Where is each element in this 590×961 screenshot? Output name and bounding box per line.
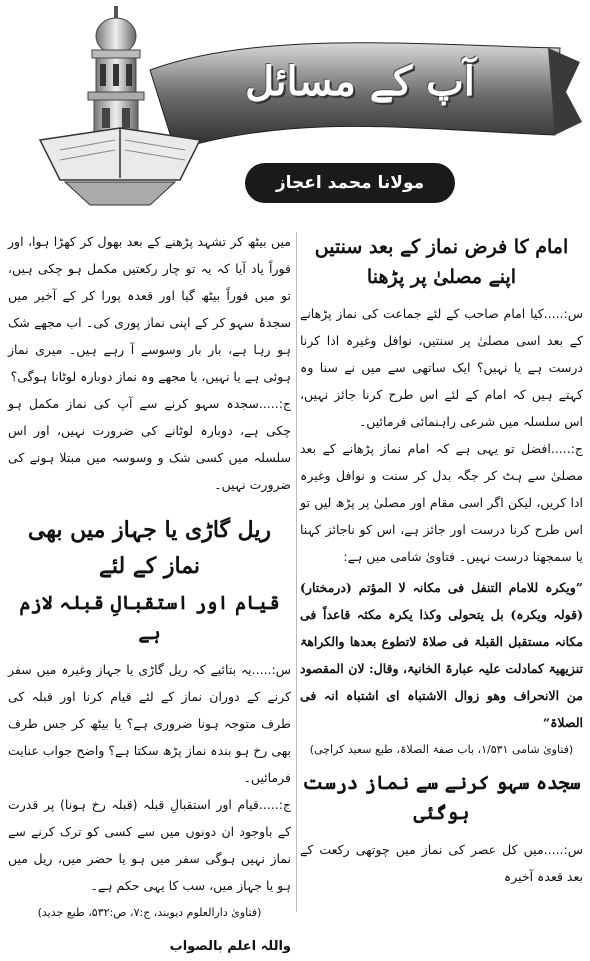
answer-3: ج:.....قیام اور استقبالِ قبلہ (قبلہ رخ ہونا) پر قدرت کے باوجود ان دونوں میں سے کسی کو ترک کرنے سے نماز نہیں ہوگی سفر میں ہو یا حضر میں، ریل میں ہو یا جہاز میں، سب کا یہی حکم ہے۔ (8, 797, 291, 893)
heading-train-line-2: قیام اور استقبالِ قبلہ لازم ہے (19, 592, 280, 644)
reference-shami: (فتاویٰ شامی ۱/۵۳۱، باب صفۃ الصلاۃ، طبع سعید کراچی) (309, 743, 574, 756)
closing-remark: واللہ اعلم بالصواب (169, 939, 291, 954)
question-2-continued: میں بیٹھ کر تشہد پڑھنے کے بعد بھول کر کھڑا ہوا، اور فوراً یاد آیا کہ یہ تو چار رکعتیں مکمل ہو چکی ہیں، تو میں فوراً بیٹھ گیا اور قعدہ پورا کر کے آخیر میں سجدۂ سہو کر کے اپنی نماز پوری کی۔ اب مجھے شک ہو رہا ہے، بار بار وسوسے آ رہے ہیں۔ میری نماز ہوئی ہے یا نہیں، یا مجھے وہ نماز دوبارہ لوٹانا ہوگی؟ (8, 234, 291, 384)
reference-deoband: (فتاویٰ دارالعلوم دیوبند، ج:۷، ص:۵۳۲، طبع جدید) (37, 906, 262, 919)
question-3: س:.....یہ بتائیے کہ ریل گاڑی یا جہاز وغیرہ میں سفر کرنے کے دوران نماز کے لئے قیام کرنا اور قبلہ کی طرف متوجہ ہونا ضروری ہے؟ یا بیٹھ کر جس طرف بھی رخ ہو بندہ نماز پڑھ سکتا ہے؟ واضح جواب عنایت فرمائیں۔ (8, 662, 291, 785)
header-banner (0, 0, 590, 233)
right-column (300, 228, 583, 890)
answer-1: ج:.....افضل تو یہی ہے کہ امام نماز پڑھانے کے بعد مصلیٰ سے ہٹ کر جگہ بدل کر سنت و نوافل وغیرہ ادا کریں، لیکن اگر اسی مقام اور مصلیٰ پر پڑھ لیں تو اس طرح کرنا درست اور جائز ہے، اس کو ناجائز کہنا یا سمجھنا درست نہیں۔ فتاویٰ شامی میں ہے: (300, 441, 583, 564)
answer-2: ج:.....سجدہ سہو کرنے سے آپ کی نماز مکمل ہو چکی ہے، دوبارہ لوٹانے کی ضرورت نہیں، اور اس سلسلہ میں کسی شک و وسوسہ میں مبتلا ہونے کی ضرورت نہیں۔ (8, 396, 291, 492)
quran-book-icon (40, 128, 200, 205)
author-name: مولانا محمد اعجاز مصطفیٰ (245, 163, 455, 203)
heading-sajda-sahw: سجدہ سہو کرنے سے نماز درست ہوگئی (302, 772, 581, 824)
heading-train-line-1: ریل گاڑی یا جہاز میں بھی نماز کے لئے (27, 517, 272, 579)
arabic-quote: ”ویکرہ للامام التنفل فی مکانہ لا المؤتم (درمختار) (قولہ ویکرہ) بل یتحولی وکذا یکرہ مکثہ قاعداً فی مکانہ مستقبل القبلۃ فی صلاۃ لاتطوع بعدھا والکراھۃ تنزیھیۃ کمادلت علیہ عبارۃ الخانیۃ، وقال: لان المقصود من الانحراف وھو زوال الاشتباہ ای اشتباہ انہ فی الصلاۃ“ (300, 580, 583, 730)
column-title: آپ کے مسائل (245, 58, 475, 105)
heading-imam-sunnah: امام کا فرض نماز کے بعد سنتیں اپنے مصلیٰ پر پڑھنا (314, 236, 569, 288)
question-1: س:.....کیا امام صاحب کے لئے جماعت کی نماز پڑھانے کے بعد اسی مصلیٰ پر سنتیں، نوافل وغیرہ ادا کرنا درست ہے یا نہیں؟ ایک ساتھی سے میں نے سنا وہ کہتے ہیں کہ امام کے لئے اس طرح کرنا جائز نہیں، اس سلسلہ میں شرعی راہنمائی فرمائیں۔ (300, 306, 583, 429)
question-2: س:.....میں کل عصر کی نماز میں چوتھی رکعت کے بعد قعدہ آخیرہ (300, 842, 583, 884)
left-column (8, 228, 291, 961)
column-divider (296, 232, 297, 912)
